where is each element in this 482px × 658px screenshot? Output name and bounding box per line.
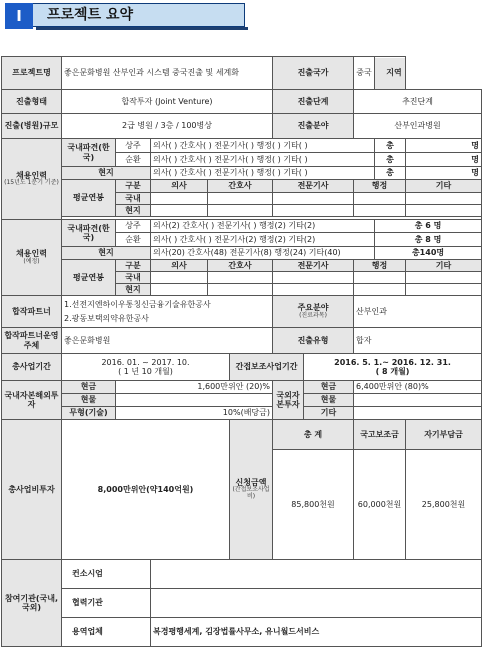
support-period-label: 간접보조사업기간 bbox=[230, 354, 304, 381]
staff-current-resident-unit: 명 bbox=[406, 139, 482, 153]
staff-plan-rotating-total: 총 8 명 bbox=[375, 233, 482, 247]
budget-gov: 60,000천원 bbox=[354, 450, 406, 560]
participants-label: 참여기관(국내, 국외) bbox=[2, 560, 62, 647]
staff-plan-col-tech: 전문기사 bbox=[273, 260, 354, 272]
staff-plan-local-label: 현지 bbox=[62, 247, 151, 260]
staff-current-col-etc: 기타 bbox=[406, 180, 482, 193]
dom-intangible-value: 10%(배당금) bbox=[116, 407, 273, 420]
staff-current-rotating-label: 순환 bbox=[116, 153, 151, 167]
project-summary-table bbox=[1, 56, 482, 647]
staff-current-row-local: 현지 bbox=[116, 205, 151, 217]
staff-plan-col-admin: 행정 bbox=[354, 260, 406, 272]
main-field-label: 주요분야 (진료과목) bbox=[273, 296, 354, 328]
region-label: 지역 bbox=[375, 58, 406, 89]
staff-current-local-text: 의사( ) 간호사( ) 전문기사( ) 행정( ) 기타( ) bbox=[151, 167, 375, 180]
foreign-goods-label: 현물 bbox=[304, 394, 354, 407]
foreign-capital-label: 국외자본투자 bbox=[273, 381, 304, 420]
country-value: 중국 bbox=[354, 57, 375, 90]
period-value: 2016. 01. ~ 2017. 10. ( 1 년 10 개월) bbox=[62, 354, 230, 381]
type-value: 합자 bbox=[354, 328, 482, 354]
partner-value bbox=[62, 296, 273, 328]
foreign-cash-label: 현금 bbox=[304, 381, 354, 394]
budget-label: 총사업비투자 bbox=[2, 420, 62, 560]
staff-current-local-label: 현지 bbox=[62, 167, 151, 180]
type-label: 진출유형 bbox=[273, 328, 354, 354]
consortium-label: 컨소시엄 bbox=[62, 560, 151, 589]
staff-plan-dispatch-label: 국내파견(한국) bbox=[62, 220, 116, 247]
section-number: Ⅰ bbox=[5, 3, 33, 29]
consortium-value bbox=[151, 560, 482, 589]
foreign-etc-label: 기타 bbox=[304, 407, 354, 420]
entry-stage-label: 진출단계 bbox=[273, 90, 354, 114]
col-total: 총 계 bbox=[273, 420, 354, 450]
section-title: 프로젝트 요약 bbox=[33, 3, 245, 27]
domestic-capital-label: 국내자본해외투자 bbox=[2, 381, 62, 420]
title-shadow bbox=[36, 27, 248, 30]
staff-current-local-total: 총 bbox=[375, 167, 406, 180]
staff-plan-col-etc: 기타 bbox=[406, 260, 482, 272]
scale-label: 진출(병원)규모 bbox=[2, 114, 62, 139]
staff-plan-row-local: 현지 bbox=[116, 284, 151, 296]
foreign-cash-value: 6,400만위안 (80)% bbox=[354, 381, 482, 394]
partner-label: 합작파트너 bbox=[2, 296, 62, 328]
staff-current-resident-label: 상주 bbox=[116, 139, 151, 153]
coop-label: 협력기관 bbox=[62, 589, 151, 618]
staff-current-rotating-unit: 명 bbox=[406, 153, 482, 167]
staff-plan-col-gubun: 구분 bbox=[116, 260, 151, 272]
operator-label: 합작파트너운영주체 bbox=[2, 328, 62, 354]
support-period-value: 2016. 5. 1.~ 2016. 12. 31. ( 8 개월) bbox=[304, 354, 482, 381]
entry-stage-value: 추진단계 bbox=[354, 90, 482, 114]
entry-form-value: 합작투자 (Joint Venture) bbox=[62, 90, 273, 114]
foreign-goods-value bbox=[354, 394, 482, 407]
section-header bbox=[0, 0, 482, 32]
staff-plan-local-text: 의사(20) 간호사(48) 전문기사(8) 행정(24) 기타(40) bbox=[151, 247, 375, 260]
staff-plan-col-nurse: 간호사 bbox=[208, 260, 273, 272]
staff-plan-resident-total: 총 6 명 bbox=[375, 220, 482, 233]
staff-plan-resident-label: 상주 bbox=[116, 220, 151, 233]
budget-value: 8,000만위안(약140억원) bbox=[62, 420, 230, 560]
operator-value: 좋은문화병원 bbox=[62, 328, 273, 354]
staff-plan-rotating-text: 의사( ) 간호사( ) 전문기사(2) 행정(2) 기타(2) bbox=[151, 233, 375, 247]
dom-goods-label: 현물 bbox=[62, 394, 116, 407]
staff-current-dispatch-label: 국내파견(한국) bbox=[62, 139, 116, 167]
col-gov: 국고보조금 bbox=[354, 420, 406, 450]
staff-current-resident-total: 총 bbox=[375, 139, 406, 153]
staff-current-col-tech: 전문기사 bbox=[273, 180, 354, 193]
staff-plan-label: 채용인력 (예정) bbox=[2, 220, 62, 296]
partner-value-1: 1.선전지엔하이우통칭신금융기술유한공사 bbox=[64, 299, 211, 309]
staff-current-rotating-total: 총 bbox=[375, 153, 406, 167]
dom-cash-value: 1,600만위안 (20)% bbox=[116, 381, 273, 394]
apply-label: 신청금액 (간접보조사업비) bbox=[230, 420, 273, 560]
staff-plan-rotating-label: 순환 bbox=[116, 233, 151, 247]
staff-plan-local-total: 총140명 bbox=[375, 247, 482, 260]
dom-goods-value bbox=[116, 394, 273, 407]
staff-current-local-unit: 명 bbox=[406, 167, 482, 180]
period-label: 총사업기간 bbox=[2, 354, 62, 381]
entry-form-label: 진출형태 bbox=[2, 90, 62, 114]
field-value: 산부인과병원 bbox=[354, 114, 482, 139]
partner-value-2: 2.광동보택의약유한공사 bbox=[64, 314, 149, 323]
staff-plan-avg-label: 평균연봉 bbox=[62, 260, 116, 296]
scale-value: 2급 병원 / 3층 / 100병상 bbox=[62, 114, 273, 139]
dom-intangible-label: 무형(기술) bbox=[62, 407, 116, 420]
staff-current-label: 채용인력 (15년도 1분기 기준) bbox=[2, 139, 62, 220]
staff-current-col-nurse: 간호사 bbox=[208, 180, 273, 193]
main-field-value: 산부인과 bbox=[354, 296, 482, 328]
service-value: 복경평행세계, 김장법률사무소, 유니월드서비스 bbox=[151, 618, 482, 647]
staff-current-row-domestic: 국내 bbox=[116, 193, 151, 205]
dom-cash-label: 현금 bbox=[62, 381, 116, 394]
staff-current-rotating-text: 의사( ) 간호사( ) 전문기사( ) 행정( ) 기타( ) bbox=[151, 153, 375, 167]
staff-current-col-admin: 행정 bbox=[354, 180, 406, 193]
service-label: 용역업체 bbox=[62, 618, 151, 647]
project-name-label: 프로젝트명 bbox=[2, 57, 62, 90]
staff-plan-resident-text: 의사(2) 간호사( ) 전문기사( ) 행정(2) 기타(2) bbox=[151, 220, 375, 233]
staff-current-col-doctor: 의사 bbox=[151, 180, 208, 193]
staff-current-col-gubun: 구분 bbox=[116, 180, 151, 193]
staff-current-resident-text: 의사( ) 간호사( ) 전문기사( ) 행정( ) 기타( ) bbox=[151, 139, 375, 153]
coop-value bbox=[151, 589, 482, 618]
staff-current-avg-label: 평균연봉 bbox=[62, 180, 116, 217]
staff-plan-col-doctor: 의사 bbox=[151, 260, 208, 272]
budget-total: 85,800천원 bbox=[273, 450, 354, 560]
country-label: 진출국가 bbox=[273, 57, 354, 90]
foreign-etc-value bbox=[354, 407, 482, 420]
field-label: 진출분야 bbox=[273, 114, 354, 139]
budget-self: 25,800천원 bbox=[406, 450, 482, 560]
project-name-value: 좋은문화병원 산부인과 시스템 중국진출 및 세계화 bbox=[62, 57, 273, 90]
col-self: 자기부담금 bbox=[406, 420, 482, 450]
staff-plan-row-domestic: 국내 bbox=[116, 272, 151, 284]
